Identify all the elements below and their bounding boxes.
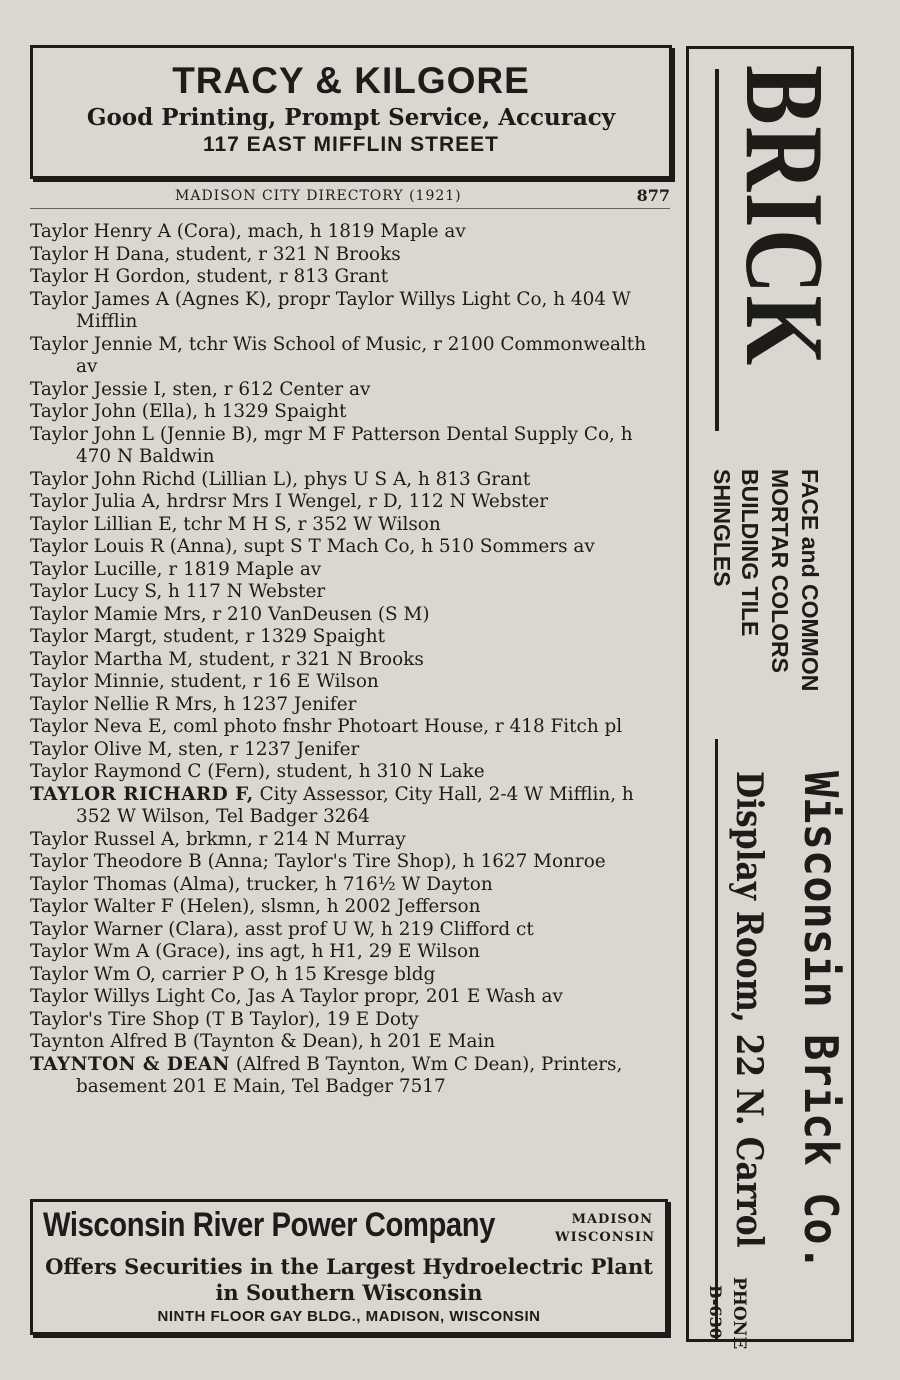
entry-name: Taylor xyxy=(30,288,88,310)
directory-entry xyxy=(30,986,672,1009)
entry-name: Taylor xyxy=(30,401,88,422)
phone-label: PHONE xyxy=(729,1277,749,1350)
ad-city: MADISON xyxy=(571,1212,653,1227)
ad-offer: Offers Securities in the Largest Hydroelectric Plant xyxy=(45,1254,653,1279)
ad-slogan: Good Printing, Prompt Service, Accuracy xyxy=(86,104,616,131)
directory-entry xyxy=(30,536,672,559)
brick-headline: BRICK xyxy=(722,65,846,367)
top-advertisement xyxy=(30,45,672,179)
entry-details: Henry A (Cora), mach, h 1819 Maple av xyxy=(93,221,466,242)
entry-name: Taylor xyxy=(30,693,88,715)
product-item: FACE and COMMON xyxy=(797,469,823,692)
entry-details: Lucy S, h 117 N Webster xyxy=(93,581,326,602)
display-room: Display Room, 22 N. Carrol xyxy=(728,771,770,1248)
directory-entry xyxy=(30,289,672,334)
directory-entry xyxy=(30,761,672,784)
directory-entry xyxy=(30,334,672,379)
directory-entry xyxy=(30,244,672,267)
directory-entry xyxy=(30,896,672,919)
directory-entry xyxy=(30,851,672,874)
entry-name: Taylor xyxy=(30,851,88,872)
directory-entry xyxy=(30,491,672,514)
entry-details: Julia A, hrdrsr Mrs I Wengel, r D, 112 N Webster xyxy=(93,491,549,512)
entry-details: Wm A (Grace), ins agt, h H1, 29 E Wilson xyxy=(93,941,480,962)
entry-name: Taylor xyxy=(30,963,88,985)
entry-details: Louis R (Anna), supt S T Mach Co, h 510 Sommers av xyxy=(93,536,595,557)
entry-name: Taylor xyxy=(30,918,88,940)
entry-details: Raymond C (Fern), student, h 310 N Lake xyxy=(93,761,485,782)
product-item: SHINGLES xyxy=(709,469,735,587)
directory-entry xyxy=(30,649,672,672)
entry-name: Taylor xyxy=(30,423,88,445)
entry-details: Thomas (Alma), trucker, h 716½ W Dayton xyxy=(93,873,493,895)
entry-details: John Richd (Lillian L), phys U S A, h 813 Grant xyxy=(93,468,531,490)
directory-entry xyxy=(30,581,672,604)
directory-entry xyxy=(30,626,672,649)
directory-entry xyxy=(30,469,672,492)
entry-details: Mamie Mrs, r 210 VanDeusen (S M) xyxy=(93,603,430,625)
entry-details: Tire Shop (T B Taylor), 19 E Doty xyxy=(108,1008,419,1030)
entry-details: Russel A, brkmn, r 214 N Murray xyxy=(93,828,406,850)
bottom-advertisement xyxy=(30,1199,668,1335)
directory-entry xyxy=(30,716,672,739)
entry-details: Olive M, sten, r 1237 Jenifer xyxy=(93,738,360,760)
directory-entry xyxy=(30,1054,672,1099)
entry-name: Taylor xyxy=(30,648,88,670)
entry-name: Taylor xyxy=(30,491,88,512)
entry-details: Jennie M, tchr Wis School of Music, r 2100 Commonwealth av xyxy=(76,333,647,377)
directory-entry xyxy=(30,379,672,402)
directory-entry xyxy=(30,221,672,244)
directory-entry xyxy=(30,671,672,694)
phone-number: B-630 xyxy=(706,1285,725,1339)
directory-entry xyxy=(30,266,672,289)
entry-details: Neva E, coml photo fnshr Photoart House, r 418 Fitch pl xyxy=(93,716,623,737)
entry-name: Taylor xyxy=(30,896,88,917)
entry-name: TAYLOR RICHARD F, xyxy=(30,783,254,805)
entry-name: Taylor xyxy=(30,378,88,400)
entry-details: John L (Jennie B), mgr M F Patterson Dental Supply Co, h 470 N Baldwin xyxy=(76,423,633,467)
product-item: BUILDING TILE xyxy=(737,469,763,637)
entry-details: Lucille, r 1819 Maple av xyxy=(93,558,322,580)
entry-details: John (Ella), h 1329 Spaight xyxy=(93,401,347,422)
entry-name: Taylor's xyxy=(30,1008,103,1030)
entry-details: Warner (Clara), asst prof U W, h 219 Clifford ct xyxy=(93,918,534,940)
directory-entry xyxy=(30,919,672,942)
entry-name: Taylor xyxy=(30,986,88,1007)
side-advertisement xyxy=(686,46,854,1350)
entry-name: Taylor xyxy=(30,626,88,647)
ad-region: in Southern Wisconsin xyxy=(215,1280,483,1305)
directory-entries xyxy=(30,221,672,1099)
entry-name: Taylor xyxy=(30,716,88,737)
entry-details: Nellie R Mrs, h 1237 Jenifer xyxy=(93,693,357,715)
directory-entry xyxy=(30,829,672,852)
divider xyxy=(715,739,718,1339)
brick-company-name: Wisconsin Brick Co. xyxy=(794,771,848,1271)
entry-details: H Dana, student, r 321 N Brooks xyxy=(93,243,401,265)
directory-title: MADISON CITY DIRECTORY (1921) xyxy=(175,188,462,204)
entry-name: Taylor xyxy=(30,468,88,490)
divider xyxy=(715,69,719,431)
directory-entry xyxy=(30,424,672,469)
entry-name: Taylor xyxy=(30,558,88,580)
directory-entry xyxy=(30,604,672,627)
entry-name: Taylor xyxy=(30,603,88,625)
entry-name: Taylor xyxy=(30,536,88,557)
entry-details: Theodore B (Anna; Taylor's Tire Shop), h 1627 Monroe xyxy=(93,851,606,872)
directory-entry xyxy=(30,694,672,717)
entry-name: Taylor xyxy=(30,761,88,782)
entry-name: Taylor xyxy=(30,873,88,895)
entry-details: (Alfred B Taynton, Wm C Dean), Printers, basement 201 E Main, Tel Badger 7517 xyxy=(76,1053,623,1097)
entry-details: Willys Light Co, Jas A Taylor propr, 201 E Wash av xyxy=(93,986,563,1007)
entry-name: Taylor xyxy=(30,581,88,602)
ad-state: WISCONSIN xyxy=(555,1230,655,1245)
entry-name: Taylor xyxy=(30,828,88,850)
entry-name: Taylor xyxy=(30,333,88,355)
entry-details: Alfred B (Taynton & Dean), h 201 E Main xyxy=(110,1031,496,1052)
entry-details: City Assessor, City Hall, 2-4 W Mifflin, h 352 W Wilson, Tel Badger 3264 xyxy=(76,783,634,827)
entry-name: Taylor xyxy=(30,941,88,962)
directory-entry xyxy=(30,739,672,762)
entry-details: H Gordon, student, r 813 Grant xyxy=(93,266,389,287)
directory-entry xyxy=(30,874,672,897)
directory-entry xyxy=(30,514,672,537)
directory-entry xyxy=(30,941,672,964)
directory-entry xyxy=(30,1031,672,1054)
entry-name: Taylor xyxy=(30,243,88,265)
ad-company: Wisconsin River Power Company xyxy=(43,1206,495,1244)
ad-address: 117 EAST MIFFLIN STREET xyxy=(202,133,500,156)
directory-entry xyxy=(30,559,672,582)
page-number: 877 xyxy=(636,186,670,205)
directory-entry xyxy=(30,784,672,829)
entry-name: Taylor xyxy=(30,513,88,535)
ad-title: TRACY & KILGORE xyxy=(172,60,530,101)
entry-details: James A (Agnes K), propr Taylor Willys Light Co, h 404 W Mifflin xyxy=(76,288,631,332)
entry-details: Walter F (Helen), slsmn, h 2002 Jefferson xyxy=(93,896,481,917)
directory-entry xyxy=(30,1009,672,1032)
ad-address: NINTH FLOOR GAY BLDG., MADISON, WISCONSIN xyxy=(157,1308,541,1325)
entry-details: Wm O, carrier P O, h 15 Kresge bldg xyxy=(93,963,436,985)
entry-name: Taylor xyxy=(30,221,88,242)
directory-entry xyxy=(30,964,672,987)
directory-entry xyxy=(30,401,672,424)
entry-details: Martha M, student, r 321 N Brooks xyxy=(93,648,424,670)
running-head xyxy=(30,186,670,209)
entry-details: Margt, student, r 1329 Spaight xyxy=(93,626,386,647)
entry-name: Taylor xyxy=(30,266,88,287)
entry-details: Minnie, student, r 16 E Wilson xyxy=(93,671,379,692)
entry-details: Jessie I, sten, r 612 Center av xyxy=(93,378,371,400)
entry-name: TAYNTON & DEAN xyxy=(30,1053,230,1075)
entry-name: Taylor xyxy=(30,671,88,692)
entry-name: Taynton xyxy=(30,1031,105,1052)
product-item: MORTAR COLORS xyxy=(767,469,793,674)
entry-name: Taylor xyxy=(30,738,88,760)
entry-details: Lillian E, tchr M H S, r 352 W Wilson xyxy=(93,513,441,535)
